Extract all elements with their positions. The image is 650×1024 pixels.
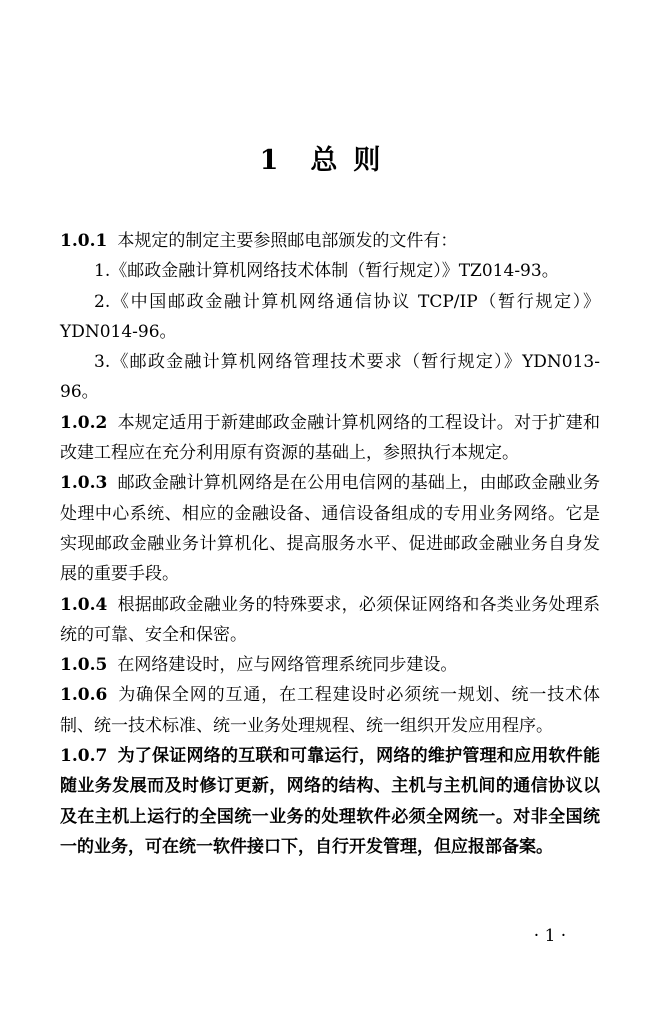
clause-number: 1.0.7 [60,746,108,767]
chapter-title-char: 总 [310,145,342,176]
clause-text: 为了保证网络的互联和可靠运行，网络的维护管理和应用软件能随业务发展而及时修订更新，网络的结构、主机与主机间的通信协议以及在主机上运行的全国统一业务的处理软件必须全网统一。对非全国统一的业务，可在统一软件接口下，自行开发管理，但应报部备案。 [60,746,600,857]
clause-paragraph [60,650,600,680]
list-item-text: 1.《邮政金融计算机网络技术体制（暂行规定）》TZ014-93。 [94,261,559,282]
clause-number: 1.0.5 [60,655,108,676]
chapter-number: 1 [259,145,283,176]
clause-paragraph [60,226,600,256]
chapter-title [0,138,650,177]
clause-paragraph [60,680,600,741]
clause-paragraph [60,408,600,469]
clause-text: 为确保全网的互通，在工程建设时必须统一规划、统一技术体制、统一技术标准、统一业务处理规程、统一组织开发应用程序。 [60,685,600,736]
clause-number: 1.0.1 [60,231,108,251]
clause-number: 1.0.4 [60,594,108,615]
list-item-text: 3.《邮政金融计算机网络管理技术要求（暂行规定）》YDN013-96。 [60,352,600,403]
clause-paragraph [60,590,600,651]
clause-text: 邮政金融计算机网络是在公用电信网的基础上，由邮政金融业务处理中心系统、相应的金融设备、通信设备组成的专用业务网络。它是实现邮政金融业务计算机化、提高服务水平、促进邮政金融业务自身发展的重要手段。 [60,473,600,585]
list-item [60,256,600,286]
chapter-title-char: 则 [353,145,385,176]
clause-number: 1.0.2 [60,412,108,433]
clause-paragraph [60,468,600,589]
clause-paragraph [60,741,600,862]
clause-text: 在网络建设时，应与网络管理系统同步建设。 [117,655,458,676]
clause-text: 本规定的制定主要参照邮电部颁发的文件有： [117,231,458,251]
clause-number: 1.0.3 [60,473,108,494]
list-item [60,347,600,408]
clause-text: 根据邮政金融业务的特殊要求，必须保证网络和各类业务处理系统的可靠、安全和保密。 [60,594,600,645]
list-item-text: 2.《中国邮政金融计算机网络通信协议 TCP/IP（暂行规定）》YDN014-96。 [60,291,600,342]
clause-text: 本规定适用于新建邮政金融计算机网络的工程设计。对于扩建和改建工程应在充分利用原有资源的基础上，参照执行本规定。 [60,412,600,464]
page-number: · 1 · [533,926,567,946]
clause-number: 1.0.6 [60,685,108,706]
body-text [60,226,600,862]
list-item [60,287,600,348]
